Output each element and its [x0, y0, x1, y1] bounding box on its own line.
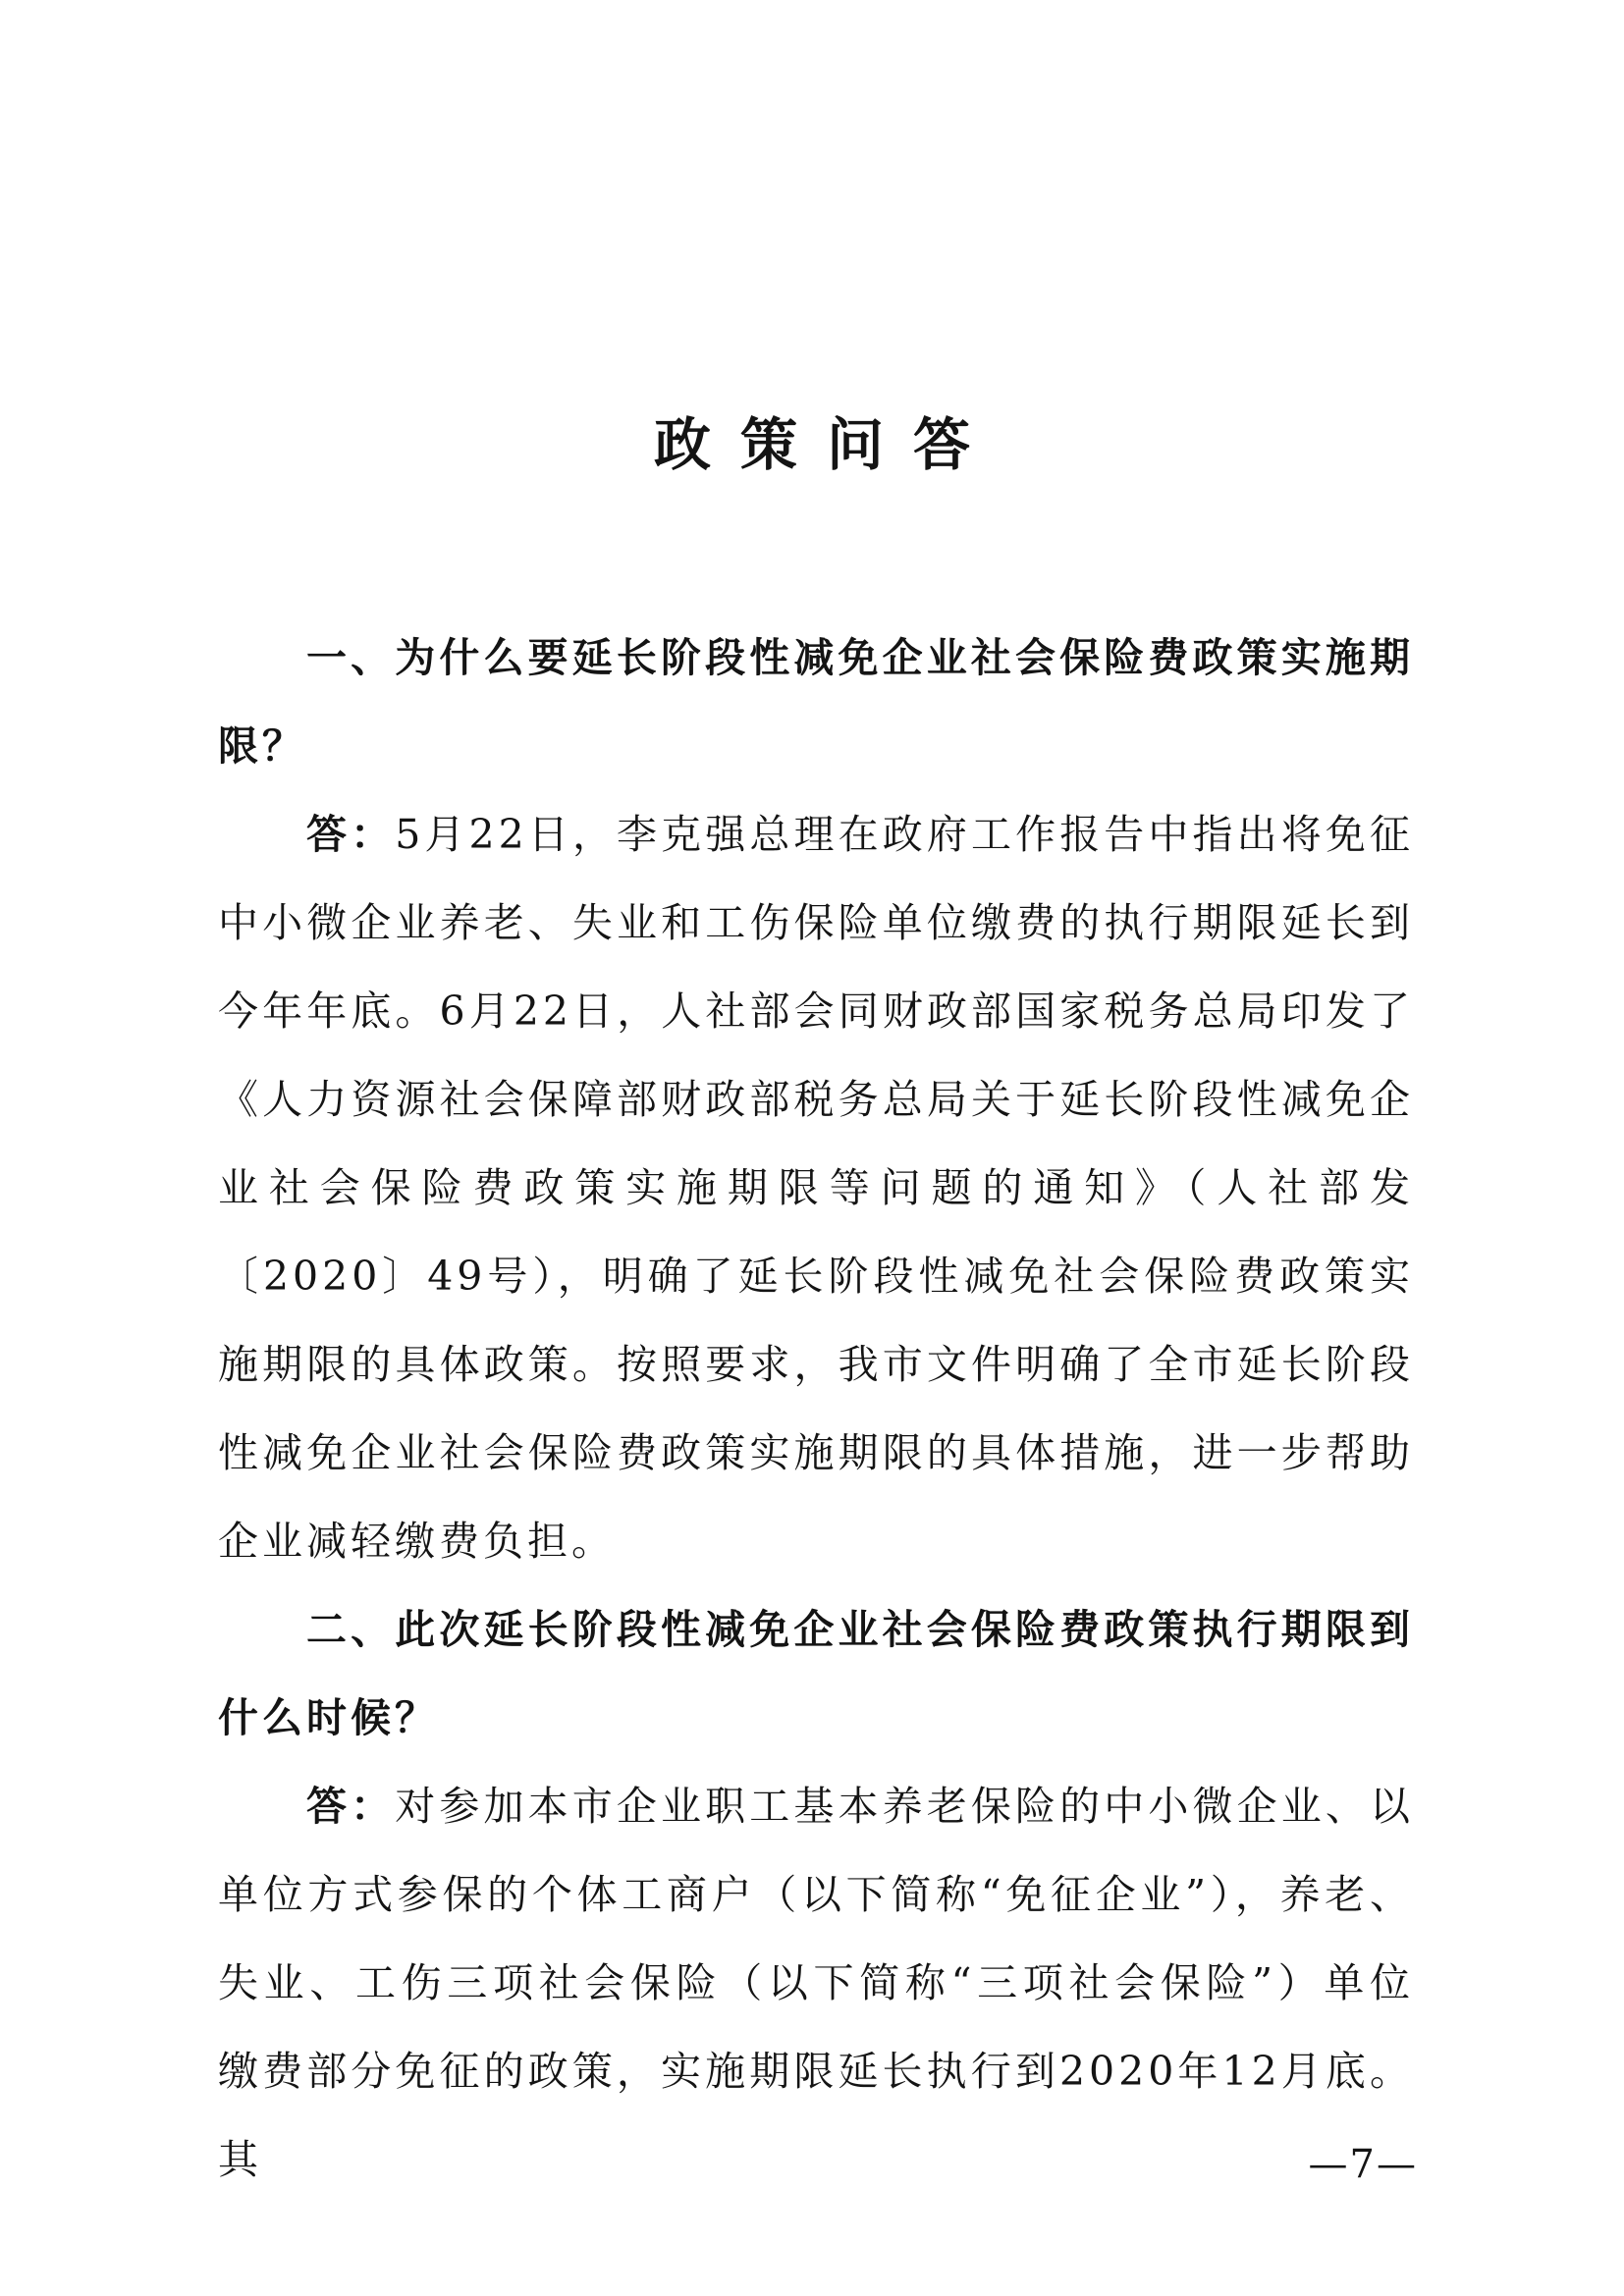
answer-2: [218, 1762, 1414, 2204]
question-2: 二、此次延长阶段性减免企业社会保险费政策执行期限到什么时候？: [218, 1606, 1414, 1741]
answer-2-label: 答：: [306, 1783, 396, 1830]
answer-1-label: 答：: [306, 811, 396, 858]
document-body: [218, 614, 1414, 2204]
answer-1: [218, 790, 1414, 1585]
page-number: —7—: [1308, 2142, 1418, 2187]
answer-2-text: 对参加本市企业职工基本养老保险的中小微企业、以单位方式参保的个体工商户（以下简称“免征企业”），养老、失业、工伤三项社会保险（以下简称“三项社会保险”）单位缴费部分免征的政策，实施期限延长执行到2020年12月底。其: [218, 1783, 1414, 2183]
page-title: 政策问答: [653, 411, 1000, 478]
answer-1-text: 5月22日，李克强总理在政府工作报告中指出将免征中小微企业养老、失业和工伤保险单位缴费的执行期限延长到今年年底。6月22日，人社部会同财政部国家税务总局印发了《人力资源社会保障部财政部税务总局关于延长阶段性减免企业社会保险费政策实施期限等问题的通知》（人社部发〔2020〕49号），明确了延长阶段性减免社会保险费政策实施期限的具体政策。按照要求，我市文件明确了全市延长阶段性减免企业社会保险费政策实施期限的具体措施，进一步帮助企业减轻缴费负担。: [218, 811, 1414, 1565]
question-1: 一、为什么要延长阶段性减免企业社会保险费政策实施期限？: [218, 634, 1414, 770]
